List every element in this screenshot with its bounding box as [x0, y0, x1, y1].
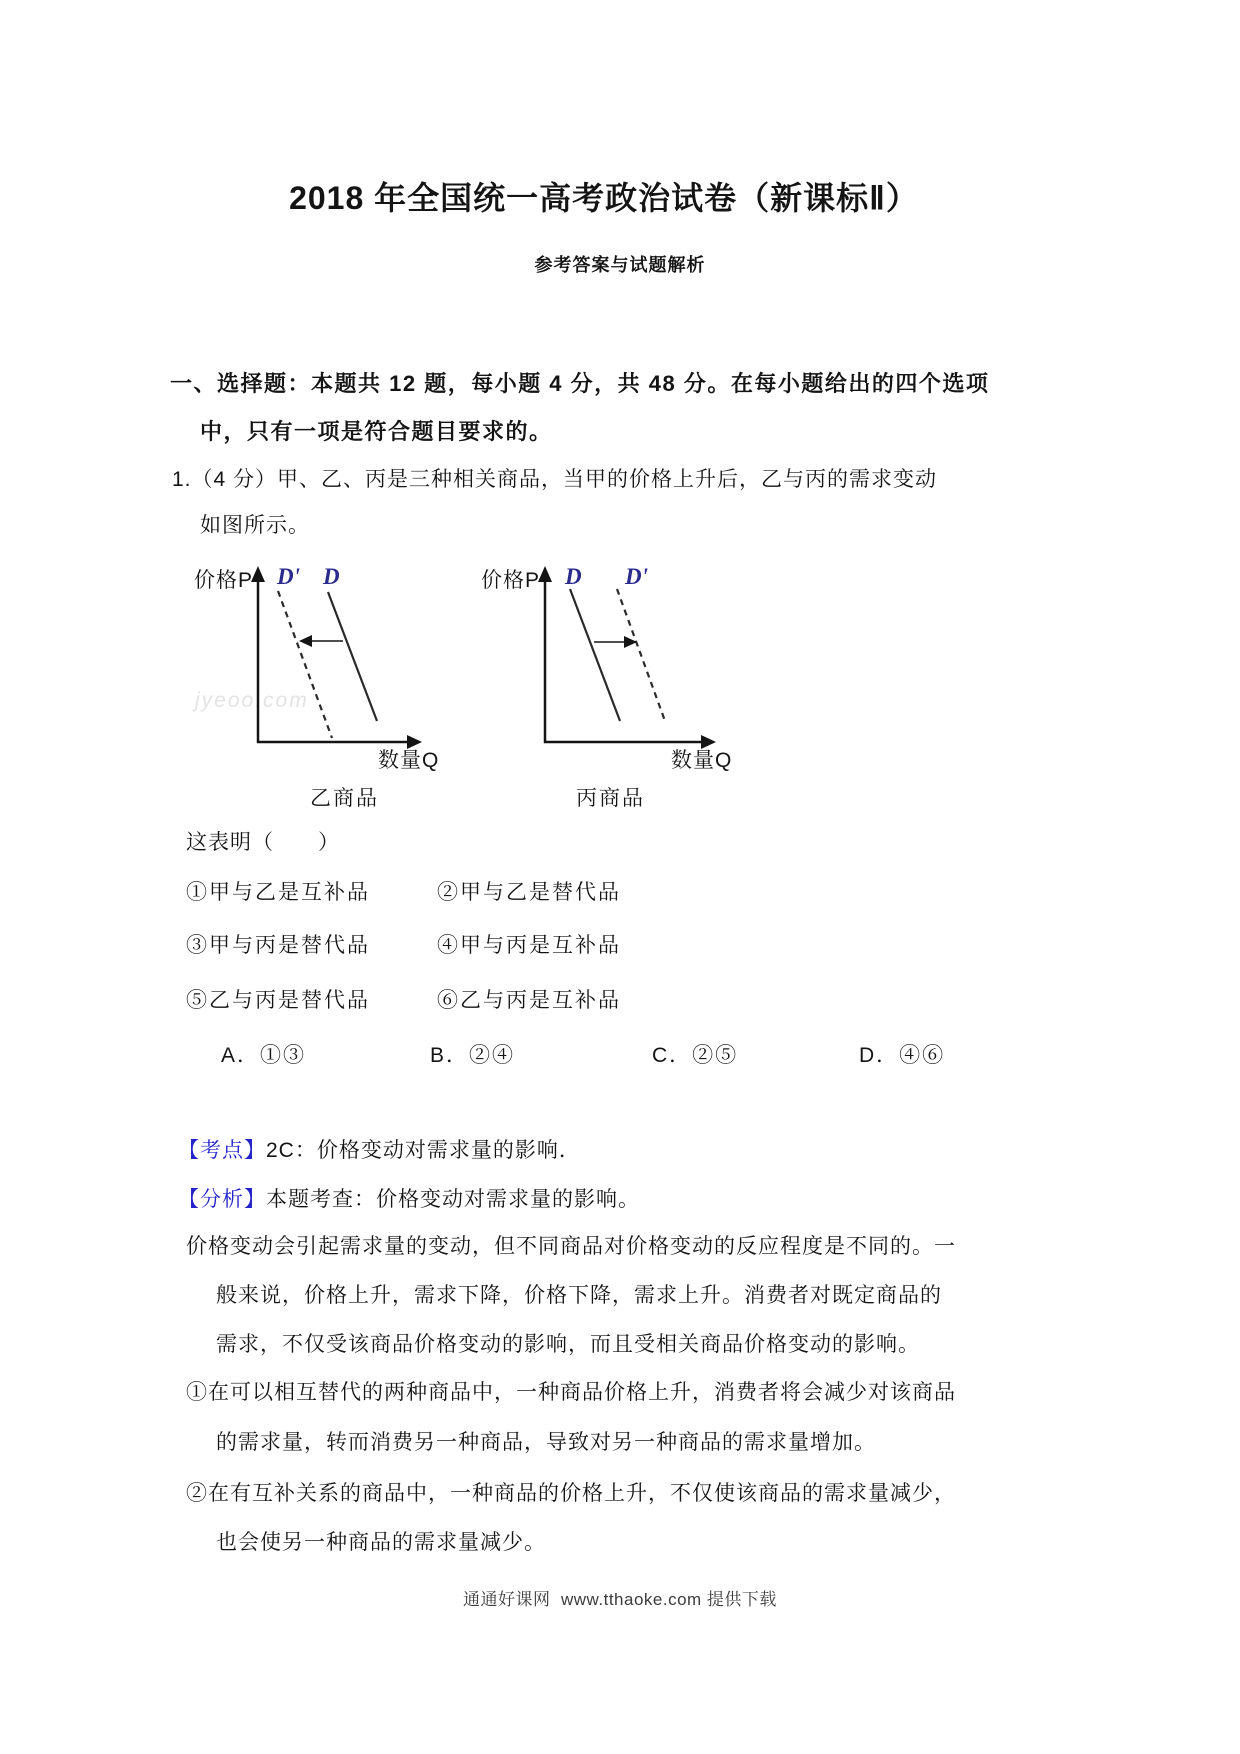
analysis-para2-line1: ①在可以相互替代的两种商品中，一种商品价格上升，消费者将会减少对该商品 — [186, 1381, 956, 1404]
analysis-para1-line1: 价格变动会引起需求量的变动，但不同商品对价格变动的反应程度是不同的。一 — [186, 1235, 956, 1258]
option-4: ④甲与丙是互补品 — [437, 934, 621, 957]
watermark-text: jyeoo.com — [195, 689, 309, 712]
section-heading-line2: 中，只有一项是符合题目要求的。 — [200, 419, 553, 444]
stem-prompt: 这表明（ ） — [186, 831, 340, 854]
analysis-para1-line3: 需求，不仅受该商品价格变动的影响，而且受相关商品价格变动的影响。 — [216, 1333, 920, 1356]
quantity-axis-label: 数量Q — [378, 749, 440, 772]
curve-d-prime-label: D' — [277, 564, 300, 589]
curve-d-prime-label: D' — [625, 564, 648, 589]
y-axis-arrow-icon — [538, 566, 552, 582]
choice-a: A．①③ — [221, 1044, 307, 1067]
price-axis-label: 价格P — [193, 569, 253, 592]
option-3: ③甲与丙是替代品 — [186, 934, 370, 957]
kaodian-line — [178, 1136, 581, 1166]
y-axis-arrow-icon — [251, 566, 265, 582]
fenxi-label: 【分析】 — [178, 1188, 266, 1211]
option-1: ①甲与乙是互补品 — [186, 881, 370, 904]
demand-curve-dashed — [278, 591, 332, 738]
price-axis-label: 价格P — [480, 569, 540, 592]
shift-arrow-right-icon — [624, 636, 637, 648]
analysis-para3-line1: ②在有互补关系的商品中，一种商品的价格上升，不仅使该商品的需求量减少， — [186, 1482, 956, 1505]
question-1-line2: 如图所示。 — [200, 514, 310, 537]
page-title: 2018 年全国统一高考政治试卷（新课标Ⅱ） — [289, 180, 919, 216]
analysis-para1-line2: 般来说，价格上升，需求下降，价格下降，需求上升。消费者对既定商品的 — [216, 1284, 942, 1307]
kaodian-label: 【考点】 — [178, 1139, 266, 1162]
analysis-para3-line2: 也会使另一种商品的需求量减少。 — [216, 1531, 546, 1554]
page-subtitle: 参考答案与试题解析 — [534, 255, 706, 275]
question-1-line1: 1.（4 分）甲、乙、丙是三种相关商品，当甲的价格上升后，乙与丙的需求变动 — [172, 468, 938, 491]
kaodian-text: 2C：价格变动对需求量的影响． — [266, 1139, 581, 1162]
option-5: ⑤乙与丙是替代品 — [186, 989, 370, 1012]
choice-b: B．②④ — [430, 1044, 516, 1067]
demand-curve-solid — [570, 589, 620, 721]
shift-arrow-left-icon — [299, 635, 312, 647]
chart-caption-yi: 乙商品 — [310, 787, 379, 810]
section-heading-line1: 一、选择题：本题共 12 题，每小题 4 分，共 48 分。在每小题给出的四个选项 — [170, 371, 990, 396]
choice-c: C．②⑤ — [652, 1044, 739, 1067]
demand-curve-solid — [328, 592, 377, 721]
analysis-para2-line2: 的需求量，转而消费另一种商品，导致对另一种商品的需求量增加。 — [216, 1431, 876, 1454]
x-axis-arrow-icon — [407, 735, 422, 749]
option-2: ②甲与乙是替代品 — [437, 881, 621, 904]
curve-d-label: D — [565, 564, 582, 589]
fenxi-line — [178, 1185, 640, 1215]
quantity-axis-label: 数量Q — [671, 749, 733, 772]
chart-caption-bing: 丙商品 — [576, 787, 645, 810]
page-footer: 通通好课网 www.tthaoke.com 提供下载 — [463, 1590, 777, 1609]
x-axis-arrow-icon — [701, 735, 716, 749]
fenxi-text: 本题考查：价格变动对需求量的影响。 — [266, 1188, 640, 1211]
curve-d-label: D — [323, 564, 340, 589]
demand-curve-dashed — [617, 589, 665, 721]
choice-d: D．④⑥ — [859, 1044, 946, 1067]
option-6: ⑥乙与丙是互补品 — [437, 989, 621, 1012]
